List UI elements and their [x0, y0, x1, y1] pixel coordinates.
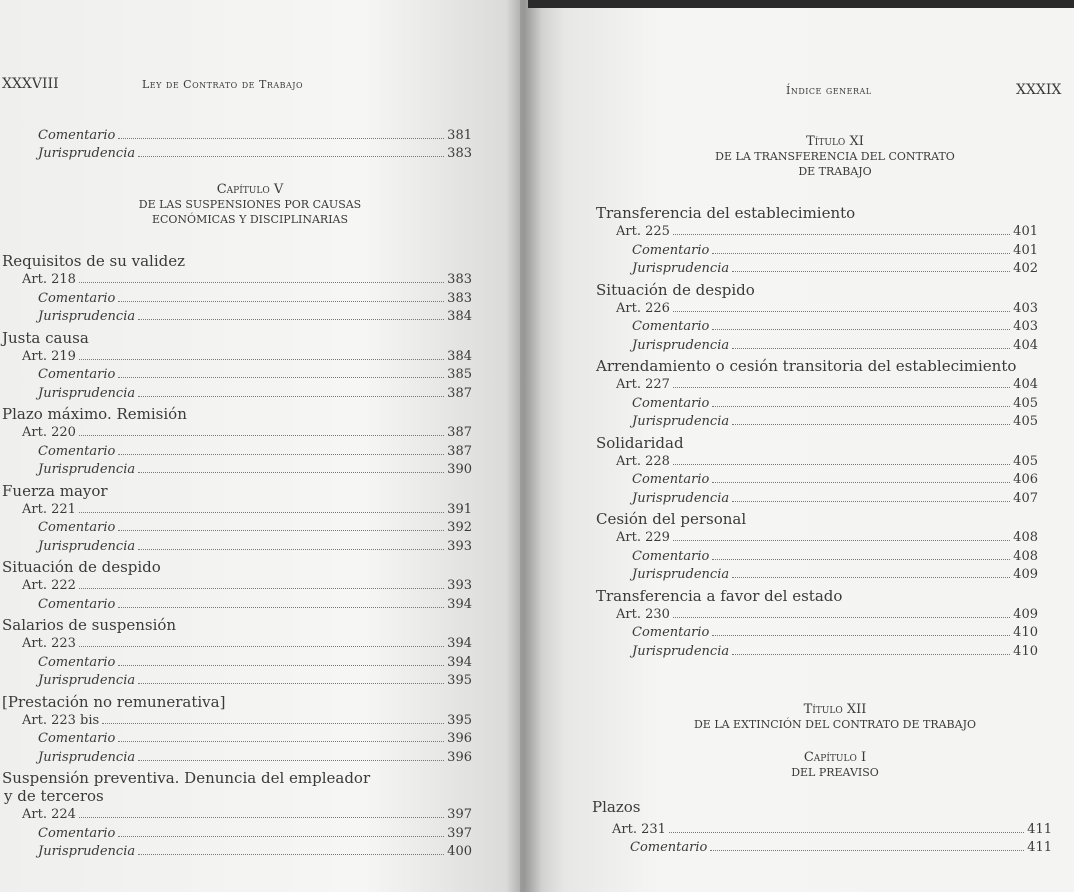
toc-entry	[38, 673, 472, 691]
entry-page: 393	[447, 578, 472, 593]
leader-dots	[138, 548, 444, 550]
leader-dots	[673, 616, 1010, 618]
leader-dots	[79, 645, 444, 647]
title-line1: DE LA EXTINCIÓN DEL CONTRATO DE TRABAJO	[693, 718, 977, 731]
toc-entry	[22, 578, 472, 596]
toc-entry	[612, 822, 1052, 840]
entry-page: 392	[447, 520, 472, 535]
chapter-title-line1: DEL PREAVISO	[791, 766, 879, 779]
entry-label: Comentario	[632, 319, 710, 334]
entry-page: 395	[447, 673, 472, 688]
entry-page: 390	[447, 462, 472, 477]
section-title: Transferencia a favor del estado	[596, 586, 843, 605]
entry-label: Jurisprudencia	[38, 462, 136, 477]
entry-page: 406	[1013, 472, 1038, 487]
entry-page: 403	[1013, 319, 1038, 334]
entry-label: Comentario	[38, 596, 116, 612]
entry-page: 402	[1013, 261, 1038, 276]
leader-dots	[138, 318, 444, 320]
toc-entry	[38, 844, 472, 862]
toc-entry	[616, 530, 1038, 548]
entry-label: Art. 230	[616, 606, 670, 622]
toc-entry	[38, 462, 472, 480]
right-running-head: Índice general	[786, 84, 872, 97]
toc-entry	[22, 807, 472, 825]
chapter-title-line2: ECONÓMICAS Y DISCIPLINARIAS	[151, 213, 349, 226]
chapter-label: Capítulo V	[216, 182, 284, 197]
entry-label: Art. 221	[22, 501, 76, 517]
entry-page: 387	[447, 443, 472, 459]
entry-label: Comentario	[632, 548, 710, 564]
entry-label: Jurisprudencia	[632, 643, 730, 659]
leader-dots	[712, 558, 1010, 560]
entry-label: Art. 222	[22, 578, 76, 593]
entry-label: Art. 229	[616, 530, 670, 545]
entry-label: Art. 218	[22, 272, 76, 287]
toc-entry	[632, 567, 1038, 585]
chapter-heading	[90, 182, 410, 227]
leader-dots	[669, 831, 1024, 833]
entry-page: 381	[447, 128, 472, 143]
leader-dots	[138, 471, 444, 473]
section-title: Cesión del personal	[596, 510, 747, 528]
title-line2: DE TRABAJO	[798, 165, 872, 178]
toc-entry	[632, 414, 1038, 432]
entry-page: 403	[1013, 300, 1038, 316]
entry-label: Jurisprudencia	[38, 844, 136, 859]
section-title: Salarios de suspensión	[2, 616, 177, 634]
leader-dots	[79, 358, 444, 360]
entry-page: 410	[1013, 643, 1038, 659]
entry-page: 408	[1013, 530, 1038, 545]
toc-entry	[616, 454, 1038, 472]
toc-entry	[38, 309, 472, 327]
leader-dots	[138, 395, 444, 397]
toc-entry	[632, 472, 1038, 490]
entry-page: 400	[447, 844, 472, 859]
leader-dots	[102, 722, 444, 724]
entry-page: 396	[447, 731, 472, 746]
entry-label: Comentario	[630, 840, 708, 855]
entry-label: Jurisprudencia	[632, 261, 730, 276]
left-page	[0, 0, 520, 892]
section-title: Situación de despido	[2, 558, 161, 576]
leader-dots	[673, 539, 1010, 541]
scan-edge	[528, 0, 1074, 8]
entry-page: 383	[447, 146, 472, 161]
entry-label: Jurisprudencia	[38, 749, 136, 765]
entry-label: Comentario	[38, 654, 116, 670]
toc-entry	[632, 644, 1038, 662]
entry-page: 405	[1013, 414, 1038, 429]
section-title: [Prestación no remunerativa]	[2, 692, 226, 711]
entry-label: Art. 225	[616, 224, 670, 239]
entry-label: Comentario	[632, 242, 710, 258]
leader-dots	[118, 606, 444, 608]
toc-entry	[632, 396, 1038, 414]
book-gutter-shadow	[506, 0, 542, 892]
leader-dots	[673, 233, 1010, 235]
entry-page: 397	[447, 825, 472, 841]
section-title: Situación de despido	[596, 280, 755, 299]
entry-page: 394	[447, 636, 472, 651]
title-label: Título XI	[806, 134, 864, 149]
entry-label: Comentario	[632, 625, 710, 640]
toc-entry	[22, 713, 472, 731]
toc-entry	[38, 826, 472, 844]
leader-dots	[118, 529, 444, 531]
section-title: Transferencia del establecimiento	[596, 204, 856, 222]
toc-entry	[22, 502, 472, 520]
entry-page: 397	[447, 807, 472, 822]
entry-page: 383	[447, 290, 472, 306]
entry-page: 391	[447, 501, 472, 517]
entry-label: Comentario	[38, 731, 116, 746]
leader-dots	[732, 653, 1010, 655]
leader-dots	[712, 405, 1010, 407]
entry-page: 385	[447, 367, 472, 382]
section-title: Plazos	[592, 798, 641, 816]
section-title: Fuerza mayor	[2, 481, 108, 500]
leader-dots	[79, 816, 444, 818]
entry-page: 395	[447, 712, 472, 728]
left-page-number: XXXVIII	[2, 76, 59, 92]
entry-page: 383	[447, 272, 472, 287]
toc-entry	[22, 272, 472, 290]
leader-dots	[79, 281, 444, 283]
entry-label: Art. 219	[22, 348, 76, 364]
entry-page: 394	[447, 654, 472, 670]
entry-label: Art. 231	[612, 822, 666, 837]
entry-label: Comentario	[38, 443, 116, 459]
entry-label: Comentario	[38, 520, 116, 535]
section-title: Suspensión preventiva. Denuncia del empleador	[2, 769, 371, 787]
toc-entry	[38, 128, 472, 146]
section-title: Requisitos de su validez	[2, 252, 186, 270]
entry-page: 404	[1013, 377, 1038, 392]
entry-page: 407	[1013, 490, 1038, 506]
entry-label: Comentario	[632, 395, 710, 411]
entry-label: Art. 220	[22, 425, 76, 440]
toc-entry	[632, 625, 1038, 643]
entry-label: Jurisprudencia	[632, 337, 730, 353]
entry-page: 410	[1013, 625, 1038, 640]
leader-dots	[118, 664, 444, 666]
entry-page: 411	[1027, 840, 1052, 855]
toc-entry	[22, 425, 472, 443]
leader-dots	[673, 310, 1010, 312]
entry-label: Art. 224	[22, 807, 76, 822]
entry-label: Jurisprudencia	[632, 567, 730, 582]
entry-label: Jurisprudencia	[38, 538, 136, 554]
toc-entry	[38, 386, 472, 404]
entry-page: 404	[1013, 337, 1038, 353]
leader-dots	[732, 423, 1010, 425]
entry-page: 401	[1013, 224, 1038, 239]
left-running-head: Ley de Contrato de Trabajo	[142, 78, 304, 91]
toc-entry	[38, 655, 472, 673]
title-heading	[670, 134, 1000, 179]
leader-dots	[118, 300, 444, 302]
toc-entry	[38, 146, 472, 164]
leader-dots	[732, 500, 1010, 502]
entry-page: 409	[1013, 567, 1038, 582]
toc-entry	[632, 243, 1038, 261]
leader-dots	[732, 347, 1010, 349]
entry-label: Jurisprudencia	[632, 414, 730, 429]
leader-dots	[732, 576, 1010, 578]
entry-page: 401	[1013, 242, 1038, 258]
entry-label: Comentario	[38, 290, 116, 306]
leader-dots	[710, 849, 1024, 851]
leader-dots	[79, 587, 444, 589]
toc-entry	[616, 301, 1038, 319]
entry-label: Jurisprudencia	[38, 673, 136, 688]
toc-entry	[38, 291, 472, 309]
leader-dots	[712, 328, 1010, 330]
leader-dots	[79, 511, 444, 513]
entry-label: Jurisprudencia	[632, 490, 730, 506]
section-title: Arrendamiento o cesión transitoria del establecimiento	[596, 357, 1017, 375]
toc-entry	[632, 261, 1038, 279]
entry-label: Jurisprudencia	[38, 385, 136, 401]
leader-dots	[673, 386, 1010, 388]
entry-page: 384	[447, 348, 472, 364]
toc-entry	[616, 607, 1038, 625]
leader-dots	[712, 252, 1010, 254]
leader-dots	[118, 835, 444, 837]
toc-entry	[616, 224, 1038, 242]
entry-page: 387	[447, 425, 472, 440]
leader-dots	[118, 137, 444, 139]
leader-dots	[732, 270, 1010, 272]
entry-label: Jurisprudencia	[38, 309, 136, 324]
leader-dots	[118, 376, 444, 378]
entry-page: 384	[447, 309, 472, 324]
toc-entry	[38, 539, 472, 557]
chapter-title-line1: DE LAS SUSPENSIONES POR CAUSAS	[138, 198, 362, 211]
entry-label: Comentario	[38, 825, 116, 841]
toc-entry	[632, 549, 1038, 567]
toc-entry	[632, 338, 1038, 356]
chapter-label: Capítulo I	[803, 750, 867, 765]
entry-label: Art. 228	[616, 453, 670, 469]
entry-label: Jurisprudencia	[38, 146, 136, 161]
leader-dots	[138, 853, 444, 855]
toc-entry	[38, 750, 472, 768]
entry-page: 409	[1013, 606, 1038, 622]
section-title: Justa causa	[2, 328, 89, 347]
toc-entry	[38, 520, 472, 538]
leader-dots	[138, 759, 444, 761]
section-title: Plazo máximo. Remisión	[2, 405, 187, 423]
entry-page: 396	[447, 749, 472, 765]
entry-page: 405	[1013, 453, 1038, 469]
entry-label: Comentario	[38, 128, 116, 143]
toc-entry	[22, 349, 472, 367]
entry-page: 411	[1027, 822, 1052, 837]
entry-page: 387	[447, 385, 472, 401]
leader-dots	[118, 453, 444, 455]
section-title: Solidaridad	[596, 433, 684, 452]
toc-entry	[632, 319, 1038, 337]
title-heading	[670, 702, 1000, 732]
leader-dots	[138, 155, 444, 157]
right-page-number: XXXIX	[1016, 82, 1062, 98]
toc-entry	[38, 731, 472, 749]
leader-dots	[712, 634, 1010, 636]
title-line1: DE LA TRANSFERENCIA DEL CONTRATO	[715, 150, 955, 163]
entry-label: Comentario	[38, 367, 116, 382]
entry-page: 393	[447, 538, 472, 554]
entry-label: Art. 226	[616, 300, 670, 316]
entry-page: 408	[1013, 548, 1038, 564]
entry-label: Art. 223	[22, 636, 76, 651]
title-label: Título XII	[803, 702, 867, 717]
toc-entry	[38, 444, 472, 462]
entry-label: Art. 227	[616, 377, 670, 392]
entry-page: 405	[1013, 395, 1038, 411]
leader-dots	[118, 740, 444, 742]
toc-entry	[22, 636, 472, 654]
entry-label: Comentario	[632, 472, 710, 487]
entry-page: 394	[447, 596, 472, 612]
leader-dots	[138, 682, 444, 684]
toc-entry	[632, 491, 1038, 509]
toc-entry	[38, 367, 472, 385]
toc-entry	[630, 840, 1052, 858]
section-title-line2: y de terceros	[4, 787, 104, 805]
right-page	[520, 0, 1074, 892]
leader-dots	[79, 434, 444, 436]
chapter-heading	[670, 750, 1000, 780]
toc-entry	[616, 377, 1038, 395]
toc-entry	[38, 597, 472, 615]
entry-label: Art. 223 bis	[22, 712, 100, 728]
leader-dots	[673, 463, 1010, 465]
leader-dots	[712, 481, 1010, 483]
